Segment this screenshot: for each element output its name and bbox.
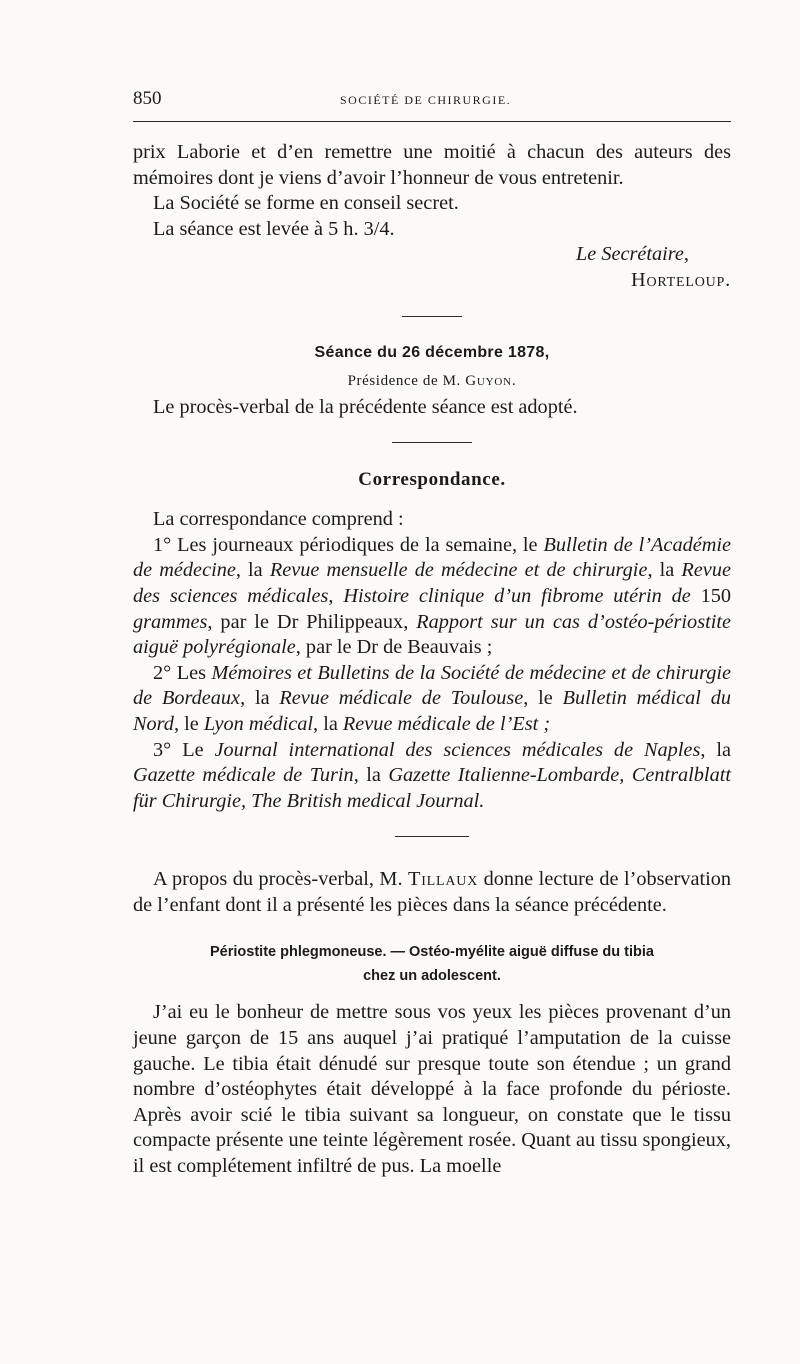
correspondance-item-3: 3° Le Journal international des sciences médicales de Naples, la Gazette médicale de Turin, la Gazette Italienne-Lombarde, Centralblatt für Chirurgie, The British medical Journal. [133, 738, 731, 812]
page-number: 850 [133, 88, 162, 109]
signature-title: Le Secrétaire, [575, 243, 689, 266]
header-rule [133, 121, 731, 122]
session-title: Séance du 26 décembre 1878, [314, 343, 550, 361]
page-body [133, 140, 731, 1180]
opening-line-2: La Société se forme en conseil secret. [153, 192, 459, 215]
correspondance-intro: La correspondance comprend : [153, 508, 404, 531]
session-minutes: Le procès-verbal de la précédente séance est adopté. [153, 395, 578, 418]
correspondance-item-1: 1° Les journeaux périodiques de la semaine, le Bulletin de l’Académie de médecine, la Revue mensuelle de médecine et de chirurgie, la Revue des sciences médicales, Histoire clinique d’un fibrome utérin de 150 grammes, par le Dr Philippeaux, Rapport sur un cas d’ostéo-périostite aiguë polyrégionale, par le Dr de Beauvais ; [133, 533, 732, 659]
article-title-line-1: Périostite phlegmoneuse. — Ostéo-myélite aiguë diffuse du tibia [210, 944, 654, 961]
running-head: SOCIÉTÉ DE CHIRURGIE. [340, 93, 512, 107]
signature-name: Horteloup. [631, 268, 731, 291]
article-title-line-2: chez un adolescent. [363, 968, 501, 985]
article-body: J’ai eu le bonheur de mettre sous vos yeux les pièces provenant d’un jeune garçon de 15 ans auquel j’ai pratiqué l’amputation de la cuisse gauche. Le tibia était dénudé sur presque toute son étendue ; un grand nombre d’ostéophytes était développé à la face profonde du périoste. Après avoir scié le tibia suivant sa longueur, on constate que le tissu compacte présente une teinte légèrement rosée. Quant au tissu spongieux, il est complétement infiltré de pus. La moelle [133, 1001, 731, 1178]
page-header [133, 88, 731, 112]
opening-paragraph: prix Laborie et d’en remettre une moitié à chacun des auteurs des mémoires dont je viens d’avoir l’honneur de vous entretenir. [133, 141, 731, 189]
correspondance-item-2: 2° Les Mémoires et Bulletins de la Société de médecine et de chirurgie de Bordeaux, la Revue médicale de Toulouse, le Bulletin médical du Nord, le Lyon médical, la Revue médicale de l’Est ; [133, 661, 731, 735]
session-presidence: Présidence de M. Guyon. [347, 372, 517, 389]
correspondance-title: Correspondance. [358, 469, 506, 491]
proces-verbal-paragraph: A propos du procès-verbal, M. Tillaux donne lecture de l’observation de l’enfant dont il a présenté les pièces dans la séance précédente. [133, 868, 731, 916]
opening-line-3: La séance est levée à 5 h. 3/4. [153, 217, 395, 240]
